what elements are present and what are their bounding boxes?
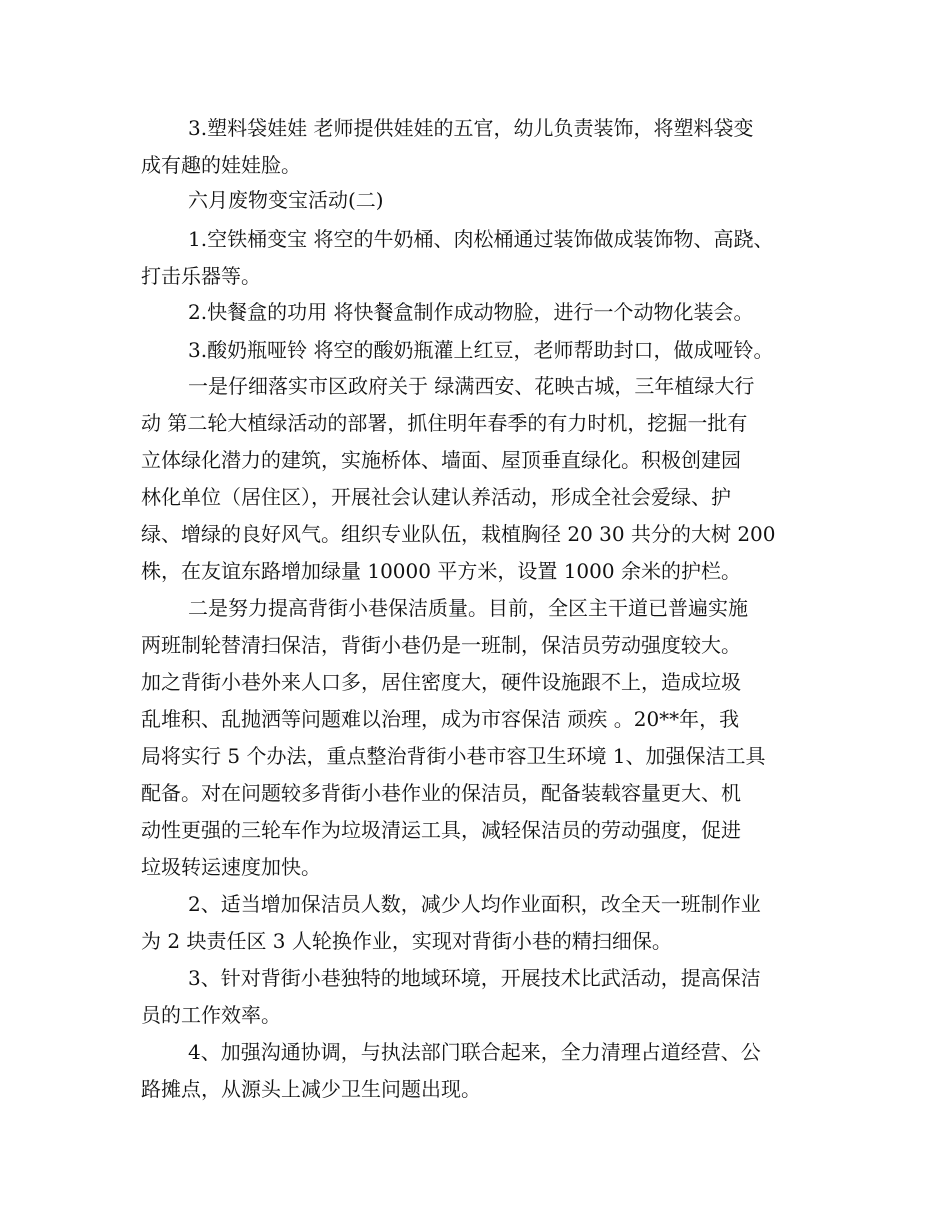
text-line: 林化单位（居住区），开展社会认建认养活动，形成全社会爱绿、护 bbox=[141, 485, 731, 509]
text-line: 一是仔细落实市区政府关于 绿满西安、花映古城，三年植绿大行 bbox=[188, 374, 755, 398]
text-line: 株，在友谊东路增加绿量 10000 平方米，设置 1000 余米的护栏。 bbox=[141, 559, 741, 583]
text-line: 立体绿化潜力的建筑，实施桥体、墙面、屋顶垂直绿化。积极创建园 bbox=[141, 448, 741, 472]
text-line: 4、加强沟通协调，与执法部门联合起来，全力清理占道经营、公 bbox=[188, 1040, 761, 1064]
text-line: 加之背街小巷外来人口多，居住密度大，硬件设施跟不上，造成垃圾 bbox=[141, 670, 741, 694]
text-line: 打击乐器等。 bbox=[141, 264, 261, 288]
text-line: 2、适当增加保洁员人数，减少人均作业面积，改全天一班制作业 bbox=[188, 892, 761, 916]
text-line: 二是努力提高背街小巷保洁质量。目前，全区主干道已普遍实施 bbox=[188, 596, 748, 620]
text-line: 3、针对背街小巷独特的地域环境，开展技术比武活动，提高保洁 bbox=[188, 966, 761, 990]
text-line: 3.塑料袋娃娃 老师提供娃娃的五官，幼儿负责装饰，将塑料袋变 bbox=[188, 116, 754, 140]
text-line: 两班制轮替清扫保洁，背街小巷仍是一班制，保洁员劳动强度较大。 bbox=[141, 633, 741, 657]
text-line: 动性更强的三轮车作为垃圾清运工具，减轻保洁员的劳动强度，促进 bbox=[141, 818, 741, 842]
text-line: 乱堆积、乱抛洒等问题难以治理，成为市容保洁 顽疾 。20**年，我 bbox=[141, 707, 740, 731]
text-line: 成有趣的娃娃脸。 bbox=[141, 153, 301, 177]
text-line: 3.酸奶瓶哑铃 将空的酸奶瓶灌上红豆，老师帮助封口，做成哑铃。 bbox=[188, 338, 774, 362]
text-line: 动 第二轮大植绿活动的部署，抓住明年春季的有力时机，挖掘一批有 bbox=[141, 411, 748, 435]
text-line: 垃圾转运速度加快。 bbox=[141, 855, 321, 879]
text-line: 员的工作效率。 bbox=[141, 1003, 281, 1027]
text-line: 局将实行 5 个办法，重点整治背街小巷市容卫生环境 1、加强保洁工具 bbox=[141, 744, 766, 768]
section-heading: 六月废物变宝活动(二) bbox=[188, 188, 384, 212]
text-line: 配备。对在问题较多背街小巷作业的保洁员，配备装载容量更大、机 bbox=[141, 781, 741, 805]
text-line: 2.快餐盒的功用 将快餐盒制作成动物脸，进行一个动物化装会。 bbox=[188, 300, 754, 324]
text-line: 1.空铁桶变宝 将空的牛奶桶、肉松桶通过装饰做成装饰物、高跷、 bbox=[188, 227, 774, 251]
text-line: 为 2 块责任区 3 人轮换作业，实现对背街小巷的精扫细保。 bbox=[141, 929, 672, 953]
text-line: 路摊点，从源头上减少卫生问题出现。 bbox=[141, 1077, 481, 1101]
text-line: 绿、增绿的良好风气。组织专业队伍，栽植胸径 20 30 共分的大树 200 bbox=[141, 522, 776, 546]
